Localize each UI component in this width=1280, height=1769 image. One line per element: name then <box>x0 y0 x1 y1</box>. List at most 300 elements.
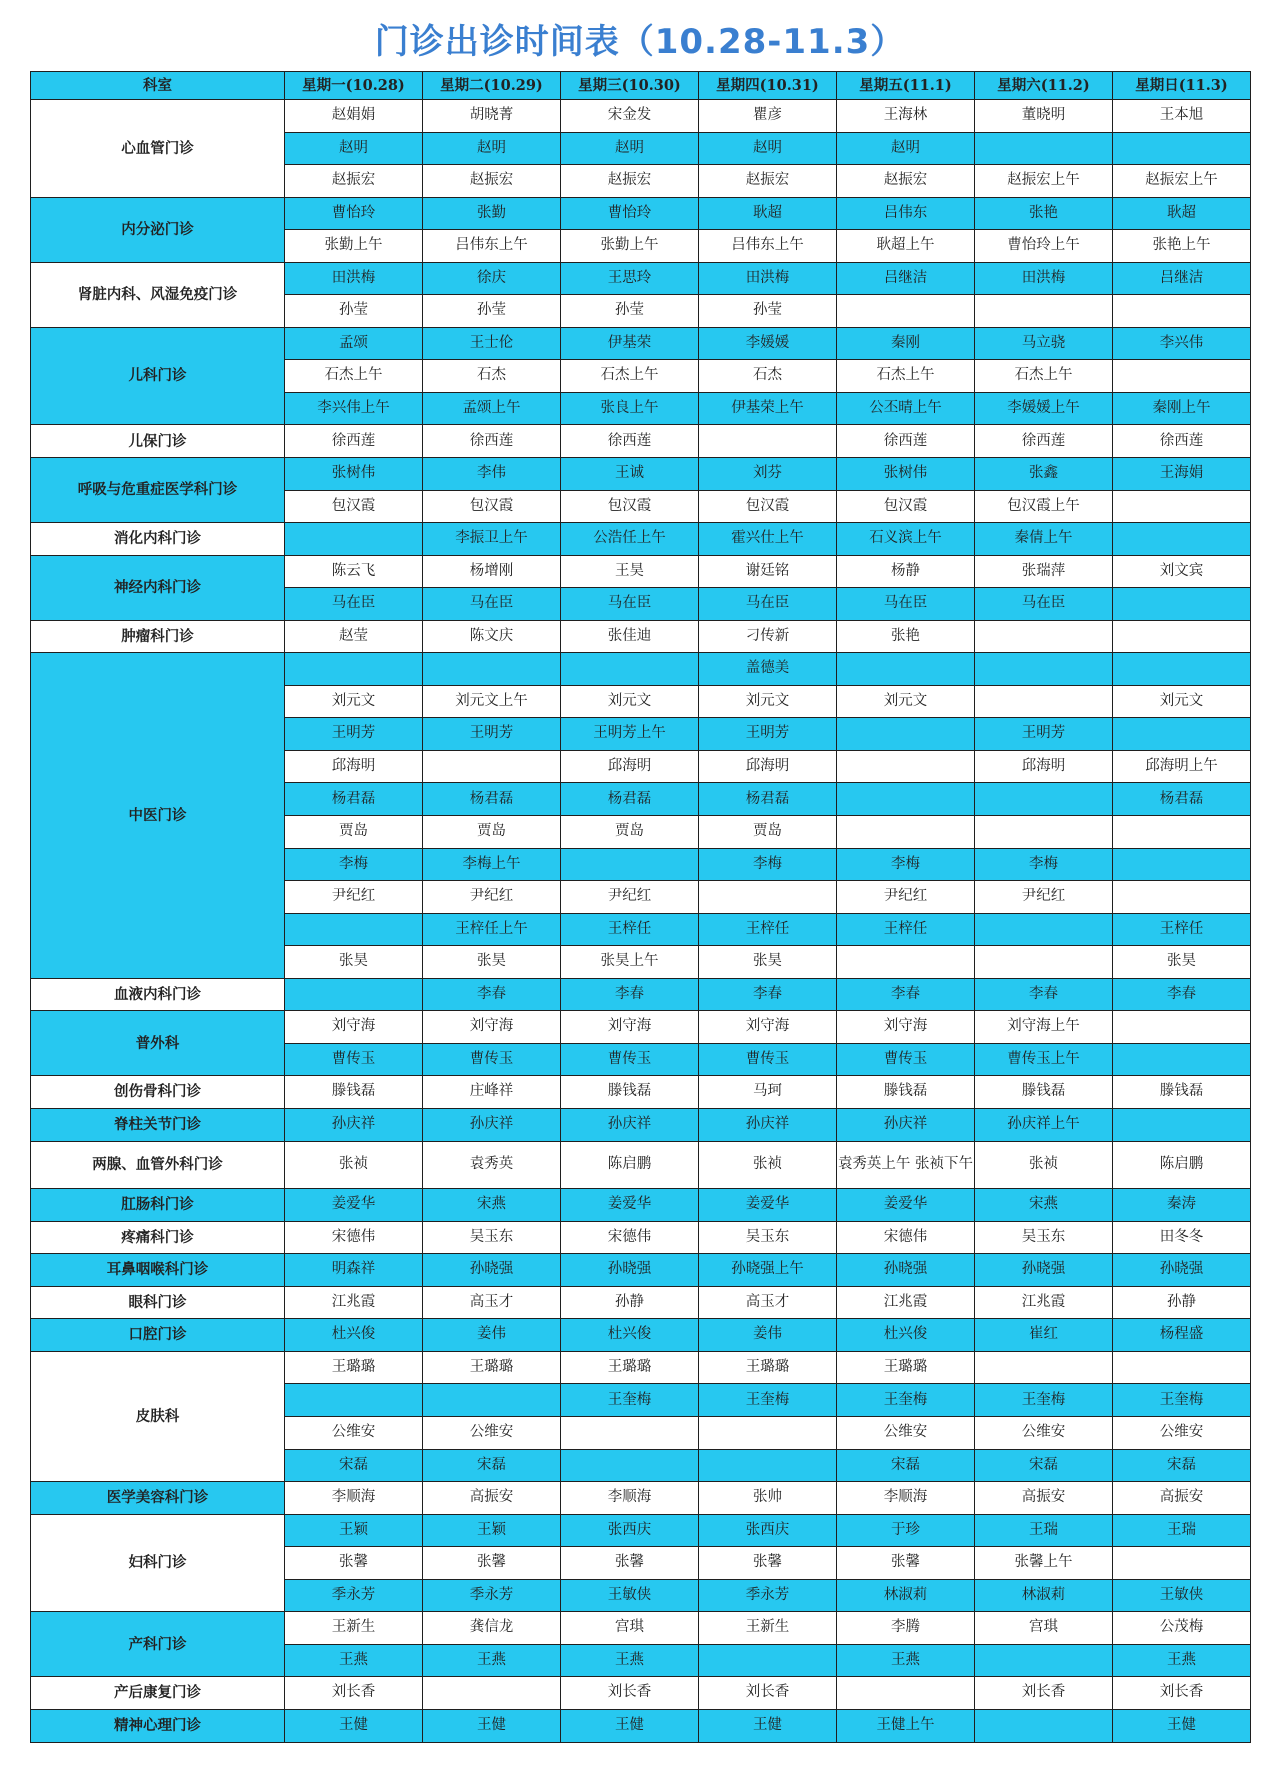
schedule-cell: 孙晓强 <box>975 1254 1113 1287</box>
schedule-cell: 刘长香 <box>561 1677 699 1710</box>
schedule-cell: 孙庆祥 <box>423 1108 561 1141</box>
schedule-cell <box>1113 620 1251 653</box>
schedule-cell: 滕钱磊 <box>1113 1076 1251 1109</box>
schedule-cell: 高玉才 <box>699 1286 837 1319</box>
table-row <box>31 458 1251 491</box>
schedule-cell: 刘元文 <box>837 685 975 718</box>
schedule-cell <box>975 1351 1113 1384</box>
schedule-cell: 邱海明 <box>561 750 699 783</box>
schedule-cell: 李春 <box>423 978 561 1011</box>
schedule-cell: 尹纪红 <box>423 881 561 914</box>
schedule-cell: 王诚 <box>561 458 699 491</box>
schedule-cell: 秦刚上午 <box>1113 392 1251 425</box>
schedule-cell: 马在臣 <box>975 588 1113 621</box>
schedule-cell: 刘元文 <box>285 685 423 718</box>
schedule-cell: 曹传玉 <box>285 1043 423 1076</box>
schedule-cell: 宋燕 <box>423 1189 561 1222</box>
department-name: 妇科门诊 <box>31 1514 285 1612</box>
schedule-cell: 谢廷铭 <box>699 555 837 588</box>
schedule-cell: 刘守海 <box>699 1011 837 1044</box>
schedule-cell: 张勤 <box>423 197 561 230</box>
schedule-cell: 孙庆祥 <box>837 1108 975 1141</box>
schedule-cell: 赵振宏 <box>561 165 699 198</box>
schedule-cell: 石杰上午 <box>285 360 423 393</box>
table-row <box>31 1108 1251 1141</box>
schedule-cell <box>837 946 975 979</box>
schedule-cell: 包汉霞上午 <box>975 490 1113 523</box>
schedule-cell: 庄峰祥 <box>423 1076 561 1109</box>
schedule-cell <box>699 1449 837 1482</box>
schedule-cell: 尹纪红 <box>561 881 699 914</box>
schedule-cell: 陈启鹏 <box>561 1141 699 1189</box>
schedule-cell: 王新生 <box>285 1612 423 1645</box>
schedule-cell <box>837 816 975 849</box>
schedule-cell: 宋磊 <box>837 1449 975 1482</box>
schedule-cell: 马在臣 <box>699 588 837 621</box>
column-header-wednesday: 星期三(10.30) <box>561 72 699 100</box>
schedule-cell: 王璐璐 <box>837 1351 975 1384</box>
schedule-cell: 宋德伟 <box>561 1221 699 1254</box>
schedule-cell: 宋磊 <box>975 1449 1113 1482</box>
schedule-cell: 孙莹 <box>561 295 699 328</box>
schedule-cell <box>837 750 975 783</box>
schedule-cell: 贾岛 <box>699 816 837 849</box>
schedule-cell: 张树伟 <box>285 458 423 491</box>
schedule-cell: 徐西莲 <box>561 425 699 458</box>
schedule-cell: 李顺海 <box>561 1482 699 1515</box>
schedule-cell <box>975 1644 1113 1677</box>
schedule-cell: 吴玉东 <box>699 1221 837 1254</box>
schedule-cell: 公维安 <box>423 1416 561 1449</box>
table-row <box>31 1319 1251 1352</box>
schedule-cell: 公浩任上午 <box>561 523 699 556</box>
schedule-cell: 马珂 <box>699 1076 837 1109</box>
schedule-cell: 王梓任上午 <box>423 913 561 946</box>
schedule-cell: 刘守海 <box>423 1011 561 1044</box>
schedule-cell: 李春 <box>561 978 699 1011</box>
schedule-cell <box>975 132 1113 165</box>
schedule-cell: 张馨 <box>699 1547 837 1580</box>
schedule-cell: 高振安 <box>1113 1482 1251 1515</box>
schedule-cell: 林淑莉 <box>837 1579 975 1612</box>
column-header-friday: 星期五(11.1) <box>837 72 975 100</box>
schedule-cell <box>1113 1043 1251 1076</box>
schedule-cell: 滕钱磊 <box>285 1076 423 1109</box>
schedule-cell: 邱海明上午 <box>1113 750 1251 783</box>
schedule-cell <box>1113 295 1251 328</box>
schedule-cell: 宫琪 <box>975 1612 1113 1645</box>
schedule-cell: 赵明 <box>561 132 699 165</box>
schedule-cell: 石杰上午 <box>837 360 975 393</box>
schedule-cell: 赵明 <box>699 132 837 165</box>
schedule-cell: 贾岛 <box>423 816 561 849</box>
table-row <box>31 1254 1251 1287</box>
schedule-cell: 刘守海 <box>837 1011 975 1044</box>
schedule-cell <box>1113 1108 1251 1141</box>
schedule-cell: 于珍 <box>837 1514 975 1547</box>
schedule-cell: 杨增刚 <box>423 555 561 588</box>
schedule-cell: 徐庆 <box>423 262 561 295</box>
schedule-cell: 张西庆 <box>699 1514 837 1547</box>
schedule-cell: 江兆霞 <box>837 1286 975 1319</box>
schedule-cell: 李梅 <box>285 848 423 881</box>
schedule-cell: 包汉霞 <box>837 490 975 523</box>
table-row <box>31 1709 1251 1742</box>
schedule-cell: 伊基荣 <box>561 327 699 360</box>
schedule-cell <box>1113 132 1251 165</box>
schedule-cell: 林淑莉 <box>975 1579 1113 1612</box>
schedule-cell: 李梅 <box>699 848 837 881</box>
schedule-cell: 包汉霞 <box>561 490 699 523</box>
schedule-cell: 曹传玉上午 <box>975 1043 1113 1076</box>
schedule-cell: 王璐璐 <box>561 1351 699 1384</box>
schedule-cell: 张祯 <box>285 1141 423 1189</box>
schedule-cell <box>1113 881 1251 914</box>
schedule-cell: 孙庆祥上午 <box>975 1108 1113 1141</box>
department-name: 呼吸与危重症医学科门诊 <box>31 458 285 523</box>
schedule-cell: 包汉霞 <box>423 490 561 523</box>
schedule-cell: 尹纪红 <box>975 881 1113 914</box>
schedule-cell: 赵振宏上午 <box>975 165 1113 198</box>
schedule-cell: 王健 <box>1113 1709 1251 1742</box>
schedule-cell: 孙莹 <box>699 295 837 328</box>
schedule-cell: 赵振宏 <box>837 165 975 198</box>
schedule-cell <box>837 1677 975 1710</box>
schedule-cell: 李顺海 <box>837 1482 975 1515</box>
table-row <box>31 1482 1251 1515</box>
schedule-cell: 刘长香 <box>285 1677 423 1710</box>
schedule-cell <box>837 718 975 751</box>
schedule-cell: 杨君磊 <box>423 783 561 816</box>
schedule-cell: 吕伟东上午 <box>423 230 561 263</box>
schedule-cell: 江兆霞 <box>285 1286 423 1319</box>
header-row <box>31 72 1251 100</box>
schedule-cell: 宋德伟 <box>285 1221 423 1254</box>
schedule-cell: 石杰 <box>423 360 561 393</box>
schedule-cell: 刘守海 <box>561 1011 699 1044</box>
schedule-cell: 李腾 <box>837 1612 975 1645</box>
schedule-cell <box>975 295 1113 328</box>
schedule-cell <box>423 750 561 783</box>
schedule-cell: 曹怡玲 <box>561 197 699 230</box>
schedule-cell: 姜伟 <box>699 1319 837 1352</box>
schedule-cell: 杨程盛 <box>1113 1319 1251 1352</box>
table-row <box>31 1514 1251 1547</box>
table-row <box>31 978 1251 1011</box>
schedule-cell: 王颖 <box>285 1514 423 1547</box>
department-name: 产后康复门诊 <box>31 1677 285 1710</box>
schedule-cell: 刘元文 <box>699 685 837 718</box>
schedule-cell: 王梓任 <box>699 913 837 946</box>
schedule-cell: 王瑞 <box>1113 1514 1251 1547</box>
schedule-cell: 曹怡玲 <box>285 197 423 230</box>
department-name: 普外科 <box>31 1011 285 1076</box>
schedule-cell: 高振安 <box>975 1482 1113 1515</box>
schedule-cell: 张昊 <box>699 946 837 979</box>
schedule-cell: 吕继洁 <box>837 262 975 295</box>
schedule-cell: 石义滨上午 <box>837 523 975 556</box>
schedule-cell: 秦刚 <box>837 327 975 360</box>
schedule-cell: 石杰上午 <box>561 360 699 393</box>
schedule-cell: 张馨 <box>837 1547 975 1580</box>
schedule-cell <box>975 946 1113 979</box>
schedule-cell <box>423 653 561 686</box>
schedule-cell: 贾岛 <box>285 816 423 849</box>
table-row <box>31 1189 1251 1222</box>
schedule-cell: 季永芳 <box>423 1579 561 1612</box>
department-name: 中医门诊 <box>31 653 285 978</box>
schedule-cell: 王明芳 <box>285 718 423 751</box>
column-header-thursday: 星期四(10.31) <box>699 72 837 100</box>
schedule-cell: 陈云飞 <box>285 555 423 588</box>
schedule-cell: 徐西莲 <box>285 425 423 458</box>
schedule-cell: 袁秀英 <box>423 1141 561 1189</box>
schedule-cell: 袁秀英上午 张祯下午 <box>837 1141 975 1189</box>
schedule-cell: 孙庆祥 <box>699 1108 837 1141</box>
schedule-cell: 吴玉东 <box>423 1221 561 1254</box>
schedule-cell: 杨静 <box>837 555 975 588</box>
schedule-cell: 张祯 <box>975 1141 1113 1189</box>
schedule-cell <box>975 620 1113 653</box>
schedule-cell: 张艳上午 <box>1113 230 1251 263</box>
schedule-cell: 陈文庆 <box>423 620 561 653</box>
schedule-cell: 曹传玉 <box>837 1043 975 1076</box>
schedule-cell: 赵明 <box>837 132 975 165</box>
schedule-cell <box>699 425 837 458</box>
schedule-cell: 王奎梅 <box>837 1384 975 1417</box>
schedule-cell: 胡晓菁 <box>423 100 561 133</box>
schedule-cell: 赵振宏 <box>423 165 561 198</box>
schedule-cell: 赵莹 <box>285 620 423 653</box>
schedule-cell: 杜兴俊 <box>561 1319 699 1352</box>
table-row <box>31 1351 1251 1384</box>
schedule-cell: 刁传新 <box>699 620 837 653</box>
schedule-cell: 明森祥 <box>285 1254 423 1287</box>
schedule-cell: 孙庆祥 <box>561 1108 699 1141</box>
schedule-cell: 赵明 <box>285 132 423 165</box>
department-name: 疼痛科门诊 <box>31 1221 285 1254</box>
schedule-cell: 李兴伟 <box>1113 327 1251 360</box>
schedule-cell: 滕钱磊 <box>975 1076 1113 1109</box>
table-row <box>31 653 1251 686</box>
schedule-cell: 王奎梅 <box>699 1384 837 1417</box>
schedule-cell: 公维安 <box>837 1416 975 1449</box>
department-name: 肿瘤科门诊 <box>31 620 285 653</box>
table-row <box>31 1011 1251 1044</box>
schedule-cell: 宋金发 <box>561 100 699 133</box>
department-name: 耳鼻咽喉科门诊 <box>31 1254 285 1287</box>
schedule-cell: 王明芳 <box>975 718 1113 751</box>
schedule-cell: 姜爱华 <box>561 1189 699 1222</box>
schedule-cell: 赵娟娟 <box>285 100 423 133</box>
schedule-cell: 赵明 <box>423 132 561 165</box>
schedule-cell: 孙庆祥 <box>285 1108 423 1141</box>
schedule-cell: 王燕 <box>561 1644 699 1677</box>
schedule-cell: 杜兴俊 <box>837 1319 975 1352</box>
department-name: 两腺、血管外科门诊 <box>31 1141 285 1189</box>
schedule-cell: 王奎梅 <box>561 1384 699 1417</box>
schedule-cell: 田洪梅 <box>699 262 837 295</box>
schedule-cell <box>561 1449 699 1482</box>
schedule-cell <box>699 881 837 914</box>
schedule-cell: 王敏侠 <box>1113 1579 1251 1612</box>
department-name: 医学美容科门诊 <box>31 1482 285 1515</box>
schedule-cell: 吕伟东 <box>837 197 975 230</box>
schedule-cell: 高振安 <box>423 1482 561 1515</box>
schedule-cell <box>285 523 423 556</box>
department-name: 精神心理门诊 <box>31 1709 285 1742</box>
schedule-cell: 曹传玉 <box>699 1043 837 1076</box>
schedule-cell: 张昊 <box>423 946 561 979</box>
schedule-cell: 刘元文 <box>1113 685 1251 718</box>
schedule-cell: 王燕 <box>837 1644 975 1677</box>
schedule-cell <box>837 295 975 328</box>
schedule-cell: 王梓任 <box>561 913 699 946</box>
schedule-cell: 刘元文上午 <box>423 685 561 718</box>
schedule-cell: 张馨 <box>285 1547 423 1580</box>
schedule-cell <box>1113 1547 1251 1580</box>
table-row <box>31 620 1251 653</box>
schedule-cell: 秦倩上午 <box>975 523 1113 556</box>
schedule-cell: 王璐璐 <box>699 1351 837 1384</box>
schedule-cell: 王健上午 <box>837 1709 975 1742</box>
schedule-cell: 吴玉东 <box>975 1221 1113 1254</box>
schedule-cell: 马在臣 <box>837 588 975 621</box>
schedule-cell: 孙莹 <box>423 295 561 328</box>
schedule-cell: 徐西莲 <box>423 425 561 458</box>
schedule-cell: 李顺海 <box>285 1482 423 1515</box>
department-name: 心血管门诊 <box>31 100 285 198</box>
schedule-cell: 高玉才 <box>423 1286 561 1319</box>
schedule-cell: 张馨 <box>561 1547 699 1580</box>
schedule-cell: 刘芬 <box>699 458 837 491</box>
page-title: 门诊出诊时间表（10.28-11.3） <box>374 22 906 62</box>
schedule-cell: 宫琪 <box>561 1612 699 1645</box>
department-name: 产科门诊 <box>31 1612 285 1677</box>
column-header-department: 科室 <box>31 72 285 100</box>
schedule-cell: 王健 <box>561 1709 699 1742</box>
schedule-cell <box>837 653 975 686</box>
schedule-cell: 赵振宏 <box>699 165 837 198</box>
schedule-cell: 王敏侠 <box>561 1579 699 1612</box>
table-row <box>31 327 1251 360</box>
schedule-cell <box>975 653 1113 686</box>
schedule-cell: 王健 <box>423 1709 561 1742</box>
schedule-cell: 王明芳上午 <box>561 718 699 751</box>
schedule-cell: 刘长香 <box>699 1677 837 1710</box>
table-row <box>31 262 1251 295</box>
schedule-cell <box>1113 523 1251 556</box>
department-name: 肛肠科门诊 <box>31 1189 285 1222</box>
department-name: 肾脏内科、风湿免疫门诊 <box>31 262 285 327</box>
schedule-table <box>30 71 1251 1743</box>
schedule-cell: 李梅 <box>975 848 1113 881</box>
department-name: 消化内科门诊 <box>31 523 285 556</box>
schedule-cell: 王新生 <box>699 1612 837 1645</box>
department-name: 眼科门诊 <box>31 1286 285 1319</box>
schedule-cell: 张祯 <box>699 1141 837 1189</box>
schedule-cell: 张昊 <box>285 946 423 979</box>
schedule-cell: 王颖 <box>423 1514 561 1547</box>
schedule-cell: 公维安 <box>285 1416 423 1449</box>
schedule-cell: 伊基荣上午 <box>699 392 837 425</box>
schedule-cell: 张树伟 <box>837 458 975 491</box>
schedule-cell: 王燕 <box>423 1644 561 1677</box>
schedule-cell <box>975 1709 1113 1742</box>
table-row <box>31 100 1251 133</box>
schedule-cell: 石杰 <box>699 360 837 393</box>
schedule-cell: 孟颂上午 <box>423 392 561 425</box>
schedule-cell: 杨君磊 <box>285 783 423 816</box>
schedule-cell <box>975 685 1113 718</box>
schedule-cell: 孙静 <box>561 1286 699 1319</box>
schedule-cell: 李春 <box>699 978 837 1011</box>
schedule-cell: 李振卫上午 <box>423 523 561 556</box>
schedule-cell: 曹传玉 <box>423 1043 561 1076</box>
schedule-cell: 包汉霞 <box>699 490 837 523</box>
schedule-cell: 季永芳 <box>699 1579 837 1612</box>
schedule-cell: 包汉霞 <box>285 490 423 523</box>
schedule-cell <box>1113 490 1251 523</box>
schedule-cell: 赵振宏上午 <box>1113 165 1251 198</box>
column-header-saturday: 星期六(11.2) <box>975 72 1113 100</box>
schedule-cell: 王燕 <box>285 1644 423 1677</box>
schedule-cell: 李春 <box>975 978 1113 1011</box>
schedule-cell: 徐西莲 <box>1113 425 1251 458</box>
schedule-cell: 曹传玉 <box>561 1043 699 1076</box>
schedule-cell: 杜兴俊 <box>285 1319 423 1352</box>
schedule-cell <box>561 653 699 686</box>
schedule-cell: 孙晓强 <box>837 1254 975 1287</box>
schedule-cell: 宋燕 <box>975 1189 1113 1222</box>
schedule-cell: 王士伦 <box>423 327 561 360</box>
schedule-cell: 公维安 <box>1113 1416 1251 1449</box>
schedule-cell: 马在臣 <box>285 588 423 621</box>
schedule-cell: 王梓任 <box>1113 913 1251 946</box>
table-row <box>31 1221 1251 1254</box>
schedule-cell: 耿超 <box>699 197 837 230</box>
column-header-monday: 星期一(10.28) <box>285 72 423 100</box>
department-name: 儿科门诊 <box>31 327 285 425</box>
table-row <box>31 197 1251 230</box>
schedule-cell: 龚信龙 <box>423 1612 561 1645</box>
schedule-cell: 王明芳 <box>423 718 561 751</box>
schedule-cell: 瞿彦 <box>699 100 837 133</box>
schedule-cell: 孙晓强 <box>423 1254 561 1287</box>
schedule-cell: 李春 <box>837 978 975 1011</box>
schedule-cell: 李媛媛 <box>699 327 837 360</box>
schedule-cell: 孙莹 <box>285 295 423 328</box>
schedule-cell: 孟颂 <box>285 327 423 360</box>
schedule-cell <box>285 913 423 946</box>
department-name: 血液内科门诊 <box>31 978 285 1011</box>
department-name: 儿保门诊 <box>31 425 285 458</box>
schedule-cell: 王燕 <box>1113 1644 1251 1677</box>
schedule-cell <box>1113 653 1251 686</box>
schedule-cell: 张良上午 <box>561 392 699 425</box>
schedule-cell: 石杰上午 <box>975 360 1113 393</box>
schedule-cell <box>837 783 975 816</box>
schedule-cell: 马在臣 <box>423 588 561 621</box>
schedule-cell: 姜伟 <box>423 1319 561 1352</box>
schedule-cell: 宋磊 <box>285 1449 423 1482</box>
schedule-cell: 王璐璐 <box>423 1351 561 1384</box>
schedule-cell: 王海林 <box>837 100 975 133</box>
schedule-cell: 马在臣 <box>561 588 699 621</box>
schedule-cell: 尹纪红 <box>837 881 975 914</box>
schedule-cell: 崔红 <box>975 1319 1113 1352</box>
department-name: 口腔门诊 <box>31 1319 285 1352</box>
